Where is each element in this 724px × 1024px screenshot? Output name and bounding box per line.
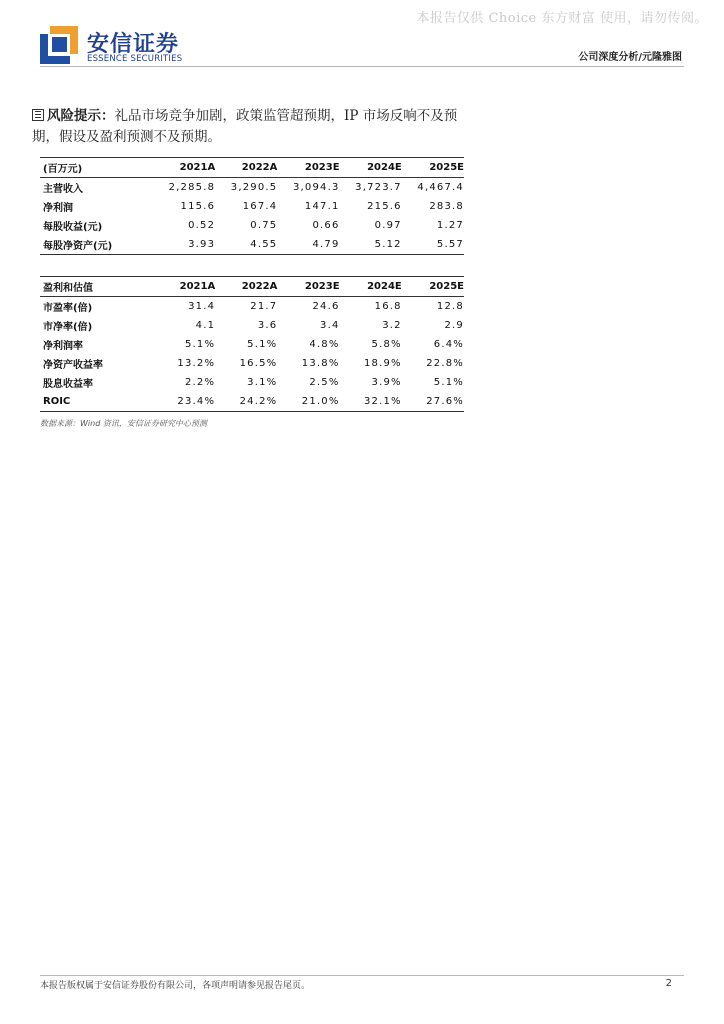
table-cell: 12.8: [436, 301, 464, 312]
table-row: [40, 178, 464, 198]
table-cell: 3.9%: [371, 377, 402, 388]
row-label: 每股净资产(元): [43, 241, 113, 252]
table-header-cell: 盈利和估值: [43, 283, 93, 294]
table-cell: 0.52: [188, 220, 216, 231]
table-header-cell: 2022A: [241, 162, 278, 173]
table-row: [40, 335, 464, 354]
table-cell: 21.7: [250, 301, 278, 312]
table-cell: 3,094.3: [292, 182, 340, 193]
table-cell: 3.2: [382, 320, 402, 331]
row-label: 市盈率(倍): [43, 303, 93, 314]
table-cell: 115.6: [180, 201, 216, 212]
row-label: 每股收益(元): [43, 222, 103, 233]
table-header-cell: 2025E: [429, 281, 464, 292]
table-cell: 2.2%: [184, 377, 216, 388]
table-header-cell: (百万元): [43, 164, 83, 175]
data-source-note: 数据来源：Wind 资讯，安信证券研究中心预测: [40, 419, 207, 428]
table-row: [40, 373, 464, 392]
table-cell: 6.4%: [433, 339, 464, 350]
table-cell: 215.6: [367, 201, 402, 212]
table-cell: 24.2%: [239, 396, 278, 407]
table-cell: 2,285.8: [168, 182, 216, 193]
logo-chinese-name: 安信证券: [87, 32, 180, 57]
table-header-row: [40, 277, 464, 297]
table-cell: 3.93: [188, 239, 216, 250]
watermark: 本报告仅供 Choice 东方财富 使用，请勿传阅。: [416, 11, 708, 26]
risk-text: 礼品市场竞争加剧，政策监管超预期，IP 市场反响不及预期，假设及盈利预测不及预期。: [32, 108, 458, 145]
table-header-cell: 2024E: [367, 162, 402, 173]
table-cell: 32.1%: [363, 396, 402, 407]
table-cell: 31.4: [188, 301, 216, 312]
table-cell: 13.8%: [301, 358, 340, 369]
table-row: [40, 354, 464, 373]
table-cell: 4.79: [312, 239, 340, 250]
table-header-cell: 2021A: [179, 281, 216, 292]
table-header-cell: 2025E: [429, 162, 464, 173]
table-cell: 16.8: [374, 301, 402, 312]
table-cell: 3.6: [257, 320, 278, 331]
table-cell: 0.97: [374, 220, 402, 231]
table-cell: 0.66: [312, 220, 340, 231]
company-logo: [40, 26, 190, 66]
row-label: 主营收入: [43, 184, 83, 195]
valuation-table: [40, 276, 464, 412]
table-cell: 5.1%: [247, 339, 278, 350]
row-label: 净资产收益率: [43, 360, 103, 371]
table-cell: 4.55: [250, 239, 278, 250]
table-cell: 24.6: [312, 301, 340, 312]
logo-mark-icon: [40, 26, 78, 64]
row-label: 市净率(倍): [43, 322, 93, 333]
table-cell: 283.8: [429, 201, 464, 212]
table-row: [40, 197, 464, 216]
table-cell: 5.12: [374, 239, 402, 250]
table-cell: 16.5%: [239, 358, 278, 369]
table-cell: 13.2%: [177, 358, 216, 369]
table-cell: 167.4: [242, 201, 278, 212]
table-cell: 4.8%: [309, 339, 340, 350]
table-cell: 5.1%: [184, 339, 216, 350]
row-label: ROIC: [43, 396, 71, 407]
table-cell: 3.4: [320, 320, 340, 331]
table-cell: 1.27: [436, 220, 464, 231]
header-divider: [40, 66, 684, 67]
footer-disclaimer: 本报告版权属于安信证券股份有限公司，各项声明请参见报告尾页。: [40, 981, 311, 991]
table-cell: 23.4%: [177, 396, 216, 407]
risk-label: 风险提示：: [47, 108, 115, 124]
logo-english-name: ESSENCE SECURITIES: [87, 54, 183, 64]
table-cell: 21.0%: [301, 396, 340, 407]
table-cell: 5.1%: [433, 377, 464, 388]
list-bullet-icon: [32, 109, 44, 121]
financial-summary-table: [40, 157, 464, 255]
table-row: [40, 316, 464, 335]
table-cell: 3.1%: [247, 377, 278, 388]
risk-warning: [32, 106, 472, 148]
table-row: [40, 235, 464, 255]
table-cell: 4.1: [195, 320, 216, 331]
table-cell: 2.9: [444, 320, 464, 331]
table-header-cell: 2024E: [367, 281, 402, 292]
table-header-cell: 2022A: [241, 281, 278, 292]
row-label: 股息收益率: [43, 379, 93, 390]
footer-divider: [40, 975, 684, 976]
table-row: [40, 392, 464, 412]
row-label: 净利润: [43, 203, 73, 214]
table-cell: 4,467.4: [417, 182, 464, 193]
page-number: 2: [665, 978, 672, 989]
table-header-cell: 2021A: [179, 162, 216, 173]
table-cell: 27.6%: [426, 396, 464, 407]
table-header-row: [40, 158, 464, 178]
report-type-label: 公司深度分析/元隆雅图: [578, 52, 682, 63]
table-cell: 2.5%: [309, 377, 340, 388]
table-cell: 5.57: [436, 239, 464, 250]
table-row: [40, 216, 464, 235]
table-cell: 5.8%: [371, 339, 402, 350]
table-header-cell: 2023E: [304, 281, 340, 292]
row-label: 净利润率: [43, 341, 83, 352]
table-cell: 18.9%: [363, 358, 402, 369]
table-header-cell: 2023E: [304, 162, 340, 173]
table-cell: 0.75: [250, 220, 278, 231]
table-cell: 22.8%: [426, 358, 464, 369]
table-row: [40, 297, 464, 317]
table-cell: 3,723.7: [355, 182, 402, 193]
table-cell: 147.1: [304, 201, 340, 212]
table-cell: 3,290.5: [230, 182, 278, 193]
